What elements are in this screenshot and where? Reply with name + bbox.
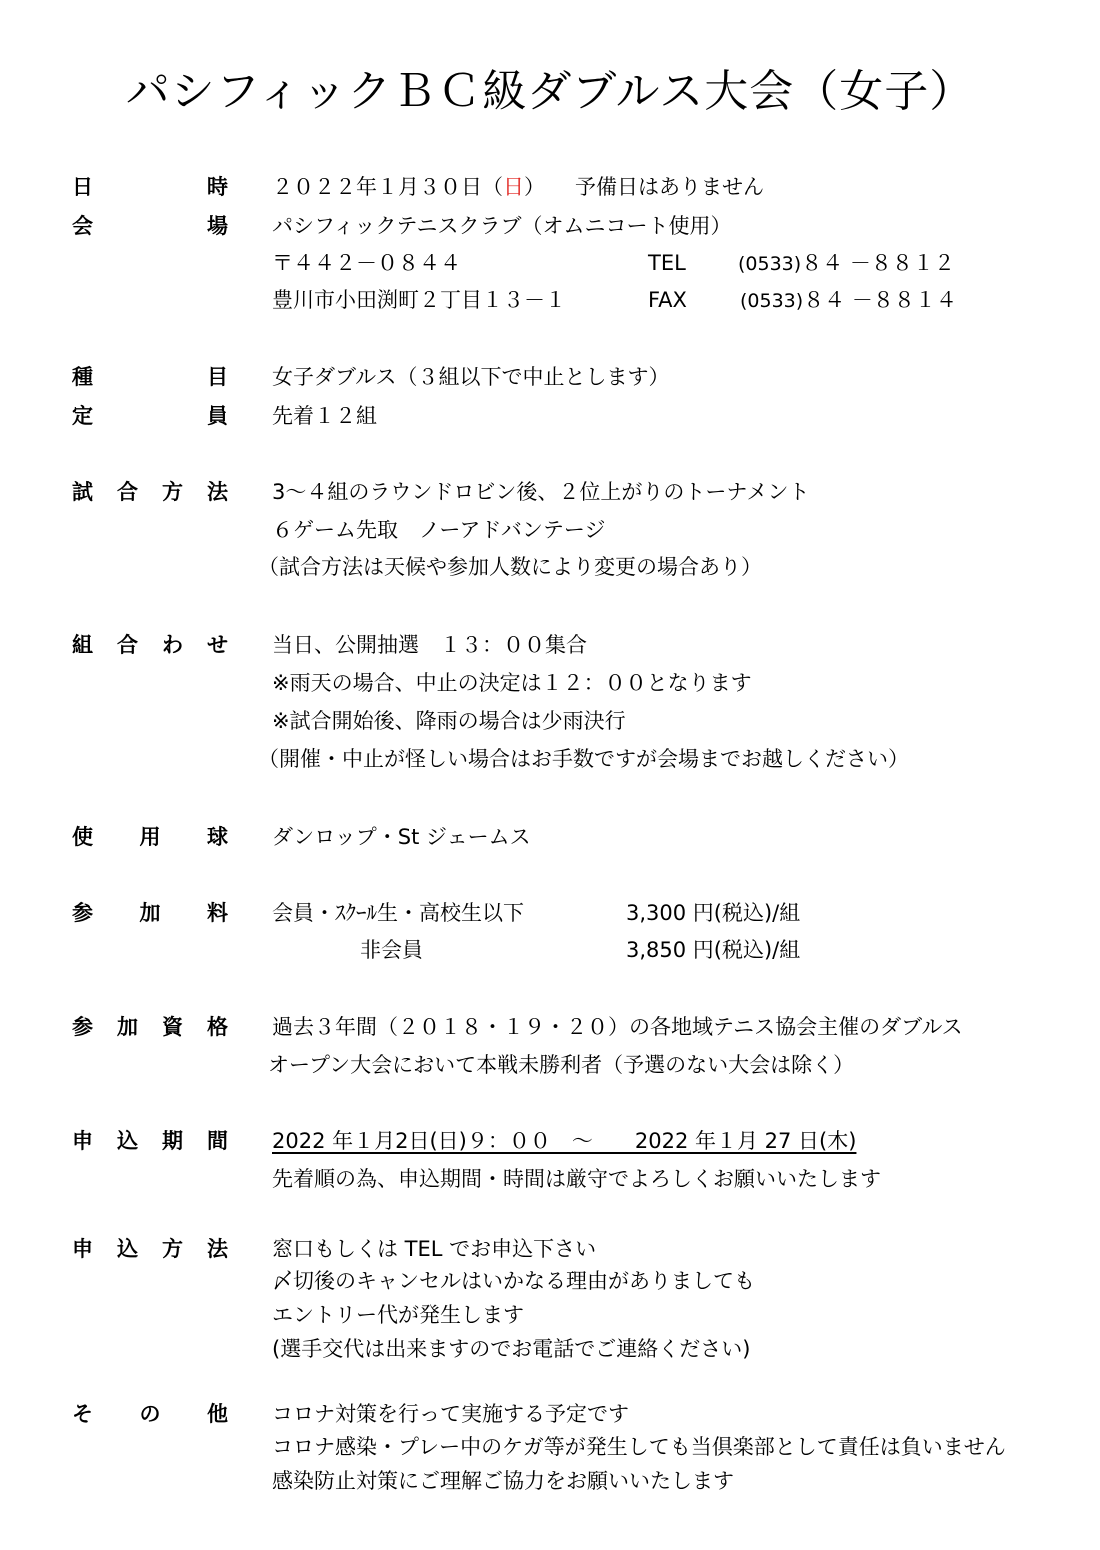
label-char: 種 [72, 365, 93, 389]
label-draw [72, 628, 228, 662]
label-event [72, 360, 228, 394]
other-line-1: コロナ対策を行って実施する予定です [272, 1402, 629, 1426]
label-eligibility [72, 1010, 228, 1044]
venue-fax [740, 283, 957, 318]
label-char: 目 [207, 365, 228, 389]
other-line-2: コロナ感染・プレー中のケガ等が発生しても当倶楽部として責任は負いません [272, 1435, 1006, 1459]
label-char: 使 [72, 825, 93, 849]
label-char: 球 [207, 825, 228, 849]
ball-value: ダンロップ・St ジェームス [272, 825, 531, 849]
fee-member-label: 会員・ｽｸｰﾙ生・高校生以下 [272, 901, 524, 925]
tel-number: ８４ －８８１２ [801, 251, 955, 275]
venue-tel-label: TEL [648, 251, 686, 275]
label-char: 加 [117, 1015, 138, 1039]
date-close: ） [524, 175, 545, 199]
method-line-4: (選手交代は出来ますのでお電話でご連絡ください) [272, 1337, 751, 1361]
label-venue [72, 209, 228, 243]
label-char: 時 [207, 175, 228, 199]
label-char: 場 [207, 214, 228, 238]
period-note: 先着順の為、申込期間・時間は厳守でよろしくお願いいたします [272, 1167, 881, 1191]
draw-line-1: 当日、公開抽選 １３：００集合 [272, 633, 587, 657]
label-date [72, 170, 228, 204]
label-capacity [72, 399, 228, 433]
label-char: 法 [207, 480, 228, 504]
eligibility-line-1: 過去３年間（２０１８・１９・２０）の各地域テニス協会主催のダブルス [272, 1015, 963, 1039]
day-of-week: 日 [503, 175, 524, 199]
fax-number: ８４ －８８１４ [803, 288, 957, 312]
period-range: 2022 年１月2日(日)９：００ ～ 2022 年１月 27 日(木) [272, 1129, 857, 1153]
fee-member-amount: 3,300 円(税込)/組 [626, 901, 801, 925]
event-value: 女子ダブルス（３組以下で中止とします） [272, 365, 670, 389]
format-line-1: 3～４組のラウンドロビン後、２位上がりのトーナメント [272, 480, 810, 504]
label-char: 試 [72, 480, 93, 504]
label-char: 資 [162, 1015, 183, 1039]
label-method [72, 1232, 228, 1266]
label-char: 他 [207, 1402, 228, 1426]
label-char: 料 [207, 901, 228, 925]
venue-address: 豊川市小田渕町２丁目１３－１ [272, 288, 566, 312]
page-title: パシフィックＢＣ級ダブルス大会（女子） [125, 66, 975, 117]
label-char: 格 [207, 1015, 228, 1039]
label-char: 期 [162, 1129, 183, 1153]
venue-name: パシフィックテニスクラブ（オムニコート使用） [272, 214, 732, 238]
capacity-value: 先着１２組 [272, 404, 377, 428]
label-char: そ [72, 1402, 93, 1426]
other-line-3: 感染防止対策にご理解ご協力をお願いいたします [272, 1469, 734, 1493]
method-line-3: エントリー代が発生します [272, 1303, 524, 1327]
method-line-1: 窓口もしくは TEL でお申込下さい [272, 1237, 597, 1261]
fee-nonmember-amount: 3,850 円(税込)/組 [626, 938, 801, 962]
eligibility-line-2: オープン大会において本戦未勝利者（予選のない大会は除く） [268, 1053, 855, 1077]
fax-area-code: (0533) [740, 290, 804, 312]
label-char: 参 [72, 901, 93, 925]
label-char: 方 [162, 480, 183, 504]
label-char: 申 [72, 1129, 93, 1153]
label-ball [72, 820, 228, 854]
method-line-2: 〆切後のキャンセルはいかなる理由がありましても [272, 1269, 755, 1293]
label-char: 込 [117, 1129, 138, 1153]
label-char: 法 [207, 1237, 228, 1261]
label-char: 合 [117, 480, 138, 504]
label-char: 日 [72, 175, 93, 199]
label-char: 加 [139, 901, 161, 925]
draw-line-4: （開催・中止が怪しい場合はお手数ですが会場までお越しください） [258, 747, 909, 771]
label-char: わ [162, 633, 183, 657]
label-char: せ [207, 633, 228, 657]
label-other [72, 1397, 228, 1431]
label-char: 参 [72, 1015, 93, 1039]
draw-line-3: ※試合開始後、降雨の場合は少雨決行 [272, 709, 626, 733]
label-char: 用 [139, 825, 161, 849]
label-char: 会 [72, 214, 93, 238]
label-fee [72, 896, 228, 930]
label-char: 合 [117, 633, 138, 657]
date-value [272, 170, 764, 204]
tel-area-code: (0533) [738, 253, 802, 275]
label-char: の [139, 1402, 161, 1426]
label-char: 方 [162, 1237, 183, 1261]
format-line-3: （試合方法は天候や参加人数により変更の場合あり） [258, 555, 762, 579]
label-char: 込 [117, 1237, 138, 1261]
label-char: 定 [72, 404, 93, 428]
draw-line-2: ※雨天の場合、中止の決定は１２：００となります [272, 671, 752, 695]
label-format [72, 475, 228, 509]
venue-postal: 〒４４２－０８４４ [272, 251, 461, 275]
venue-tel [738, 246, 955, 281]
date-main: ２０２２年１月３０日（ [272, 175, 503, 199]
venue-fax-label: FAX [648, 288, 687, 312]
format-line-2: ６ゲーム先取 ノーアドバンテージ [272, 518, 606, 542]
label-char: 申 [72, 1237, 93, 1261]
label-char: 間 [207, 1129, 228, 1153]
label-char: 員 [207, 404, 228, 428]
reserve-day-note: 予備日はありません [575, 175, 764, 199]
label-period [72, 1124, 228, 1158]
label-char: 組 [72, 633, 93, 657]
fee-nonmember-label: 非会員 [360, 938, 423, 962]
